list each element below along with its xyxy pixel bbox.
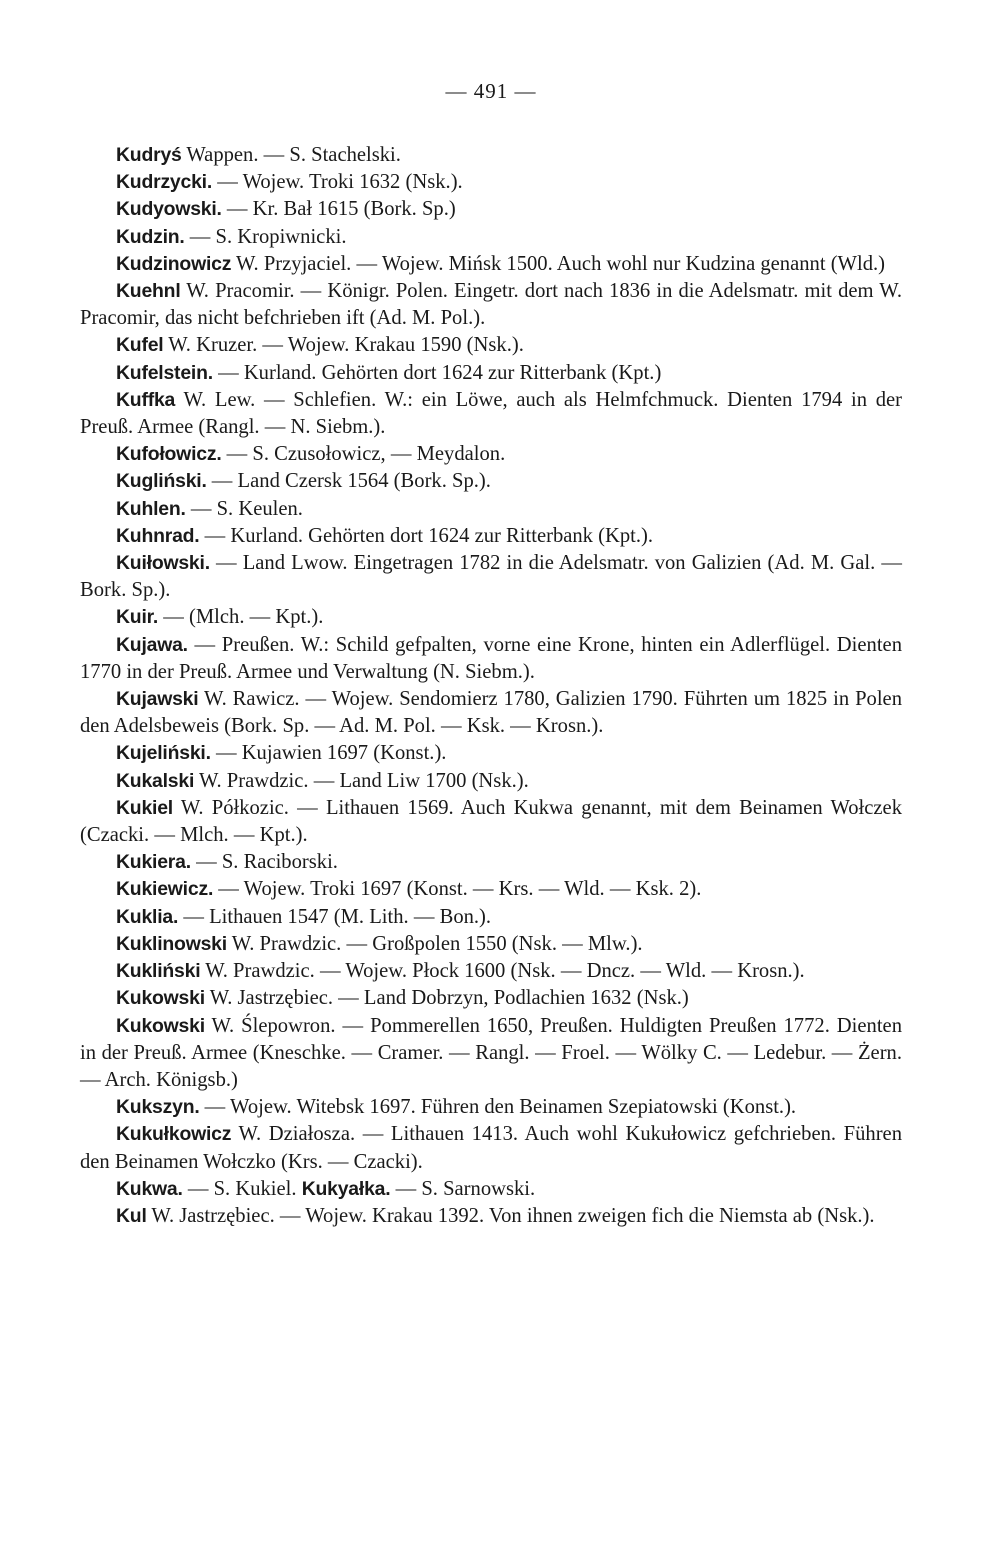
- entry-headword: Kukiera.: [116, 851, 191, 874]
- entry-headword: Kujawa.: [116, 633, 188, 656]
- entry-text: — Kurland. Gehörten dort 1624 zur Ritterbank (Kpt.): [212, 361, 662, 384]
- entry-text: — Land Lwow. Eingetragen 1782 in die Adelsmatr. von Galizien (Ad. M. Gal. — Bork. Sp.).: [80, 552, 902, 602]
- entry: [80, 1203, 902, 1230]
- entry-text: W. Ślepowron. — Pommerellen 1650, Preußen. Huldigten Preußen 1772. Dienten in der Preuß. Armee (Kneschke. — Cramer. — Rangl. — Froel. — Wölky C. — Ledebur. — Żern. — Arch. Königsb.): [80, 1014, 902, 1091]
- entry: [80, 1121, 902, 1175]
- entry: [80, 441, 902, 468]
- entry-text: W. Przyjaciel. — Wojew. Mińsk 1500. Auch wohl nur Kudzina genannt (Wld.): [231, 252, 886, 275]
- entry: [80, 795, 902, 849]
- entry-text: — Lithauen 1547 (M. Lith. — Bon.).: [178, 905, 492, 928]
- entry: [80, 876, 902, 903]
- entry-text: W. Pracomir. — Königr. Polen. Eingetr. dort nach 1836 in die Adelsmatr. mit dem W. Pracomir, das nicht befchrieben ift (Ad. M. Pol.).: [80, 280, 902, 330]
- entry: [80, 686, 902, 740]
- entry-text: W. Kruzer. — Wojew. Krakau 1590 (Nsk.).: [163, 334, 524, 357]
- entry-text: W. Prawdzic. — Großpolen 1550 (Nsk. — Mlw.).: [226, 932, 643, 955]
- entry-list: [80, 142, 902, 1230]
- entry: [80, 604, 902, 631]
- entry: [80, 169, 902, 196]
- entry-headword: Kudrzycki.: [116, 171, 213, 194]
- entry-headword: Kukwa.: [116, 1177, 183, 1200]
- entry-text: W. Półkozic. — Lithauen 1569. Auch Kukwa genannt, mit dem Beinamen Wołczek (Czacki. — Mlch. — Kpt.).: [80, 796, 902, 847]
- entry-headword: Kufołowicz.: [116, 443, 222, 466]
- entry-headword: Kuklia.: [116, 905, 179, 928]
- entry: [80, 740, 902, 767]
- entry-headword: Kukiel: [116, 796, 173, 819]
- entry: [80, 768, 902, 795]
- entry: [80, 958, 902, 985]
- entry: [80, 550, 902, 604]
- entry-headword: Kukalski: [116, 769, 195, 792]
- entry-headword: Kukliński: [116, 960, 201, 983]
- entry: [80, 931, 902, 958]
- entry: [80, 387, 902, 441]
- entry: [80, 1176, 902, 1203]
- entry-headword: Kukowski: [116, 1014, 205, 1037]
- entry-text: — S. Kukiel.: [182, 1177, 302, 1200]
- entry-headword: Kuhnrad.: [116, 524, 200, 547]
- entry-headword: Kudzin.: [116, 225, 185, 248]
- entry-headword: Kudryś: [116, 144, 182, 166]
- entry-headword: Kukułkowicz: [116, 1123, 232, 1146]
- entry-headword: Kufelstein.: [116, 361, 213, 384]
- entry-text: W. Rawicz. — Wojew. Sendomierz 1780, Galizien 1790. Führten um 1825 in Polen den Adelsbeweis (Bork. Sp. — Ad. M. Pol. — Ksk. — Krosn.).: [80, 688, 902, 738]
- entry-headword: Kukiewicz.: [116, 878, 214, 901]
- entry-text: — Kurland. Gehörten dort 1624 zur Ritterbank (Kpt.).: [199, 524, 654, 547]
- entry-headword: Kuehnl: [116, 280, 181, 303]
- entry-text: W. Jastrzębiec. — Land Dobrzyn, Podlachien 1632 (Nsk.): [204, 987, 689, 1010]
- entry: [80, 496, 902, 523]
- entry: [80, 332, 902, 359]
- entry-text: Wappen. — S. Stachelski.: [181, 144, 401, 166]
- entry: [80, 904, 902, 931]
- entry-headword: Kuhlen.: [116, 497, 186, 520]
- entry-headword: Kuklinowski: [116, 932, 227, 955]
- entry-headword: Kudyowski.: [116, 198, 222, 221]
- entry-text: W. Prawdzic. — Wojew. Płock 1600 (Nsk. — Dncz. — Wld. — Krosn.).: [200, 960, 805, 983]
- entry-text: — Wojew. Troki 1632 (Nsk.).: [212, 171, 463, 194]
- entry: [80, 1094, 902, 1121]
- entry-text: W. Jastrzębiec. — Wojew. Krakau 1392. Von ihnen zweigen fich die Niemsta ab (Nsk.).: [146, 1204, 875, 1227]
- entry-text: — S. Czusołowicz, — Meydalon.: [221, 443, 506, 466]
- entry-headword: Kuir.: [116, 606, 159, 629]
- entry-text: W. Lew. — Schlefien. W.: ein Löwe, auch als Helmfchmuck. Dienten 1794 in der Preuß. Armee (Rangl. — N. Siebm.).: [80, 388, 902, 439]
- entry: [80, 360, 902, 387]
- entry: [80, 142, 902, 169]
- entry-headword: Kujawski: [116, 688, 199, 711]
- entry-headword: Kukowski: [116, 987, 205, 1010]
- entry: [80, 224, 902, 251]
- entry-headword: Kugliński.: [116, 470, 207, 493]
- entry-headword: Kukszyn.: [116, 1096, 200, 1119]
- entry: [80, 523, 902, 550]
- entry: [80, 251, 902, 278]
- entry-headword: Kul: [116, 1204, 147, 1227]
- entry: [80, 1013, 902, 1095]
- entry-headword: Kudzinowicz: [116, 252, 232, 275]
- entry-text: — Kr. Bał 1615 (Bork. Sp.): [221, 198, 456, 221]
- entry-headword: Kukyałka.: [301, 1177, 391, 1200]
- entry-headword: Kuiłowski.: [116, 552, 210, 575]
- entry-text: — Land Czersk 1564 (Bork. Sp.).: [206, 470, 491, 493]
- entry-text: — (Mlch. — Kpt.).: [158, 606, 324, 629]
- page-number: — 491 —: [445, 79, 537, 103]
- entry-headword: Kufel: [116, 334, 164, 357]
- entry-text: — S. Kropiwnicki.: [184, 225, 347, 248]
- entry-text: — Kujawien 1697 (Konst.).: [210, 742, 447, 765]
- entry: [80, 632, 902, 686]
- entry: [80, 468, 902, 495]
- entry: [80, 985, 902, 1012]
- entry: [80, 849, 902, 876]
- entry-text: — S. Sarnowski.: [390, 1177, 536, 1200]
- entry-text: W. Prawdzic. — Land Liw 1700 (Nsk.).: [194, 769, 529, 792]
- entry-text: — Preußen. W.: Schild gefpalten, vorne eine Krone, hinten ein Adlerflügel. Dienten 1770 in der Preuß. Armee und Verwaltung (N. Siebm.).: [80, 633, 902, 683]
- entry-headword: Kuffka: [116, 388, 176, 411]
- entry-text: W. Działosza. — Lithauen 1413. Auch wohl Kukułowicz gefchrieben. Führen den Beinamen Wołczko (Krs. — Czacki).: [80, 1123, 902, 1173]
- entry-text: — S. Keulen.: [185, 497, 303, 520]
- entry: [80, 196, 902, 223]
- entry-headword: Kujeliński.: [116, 742, 211, 765]
- entry-text: — S. Raciborski.: [190, 851, 338, 874]
- entry-text: — Wojew. Troki 1697 (Konst. — Krs. — Wld. — Ksk. 2).: [213, 878, 702, 901]
- entry: [80, 278, 902, 332]
- entry-text: — Wojew. Witebsk 1697. Führen den Beinamen Szepiatowski (Konst.).: [199, 1096, 797, 1119]
